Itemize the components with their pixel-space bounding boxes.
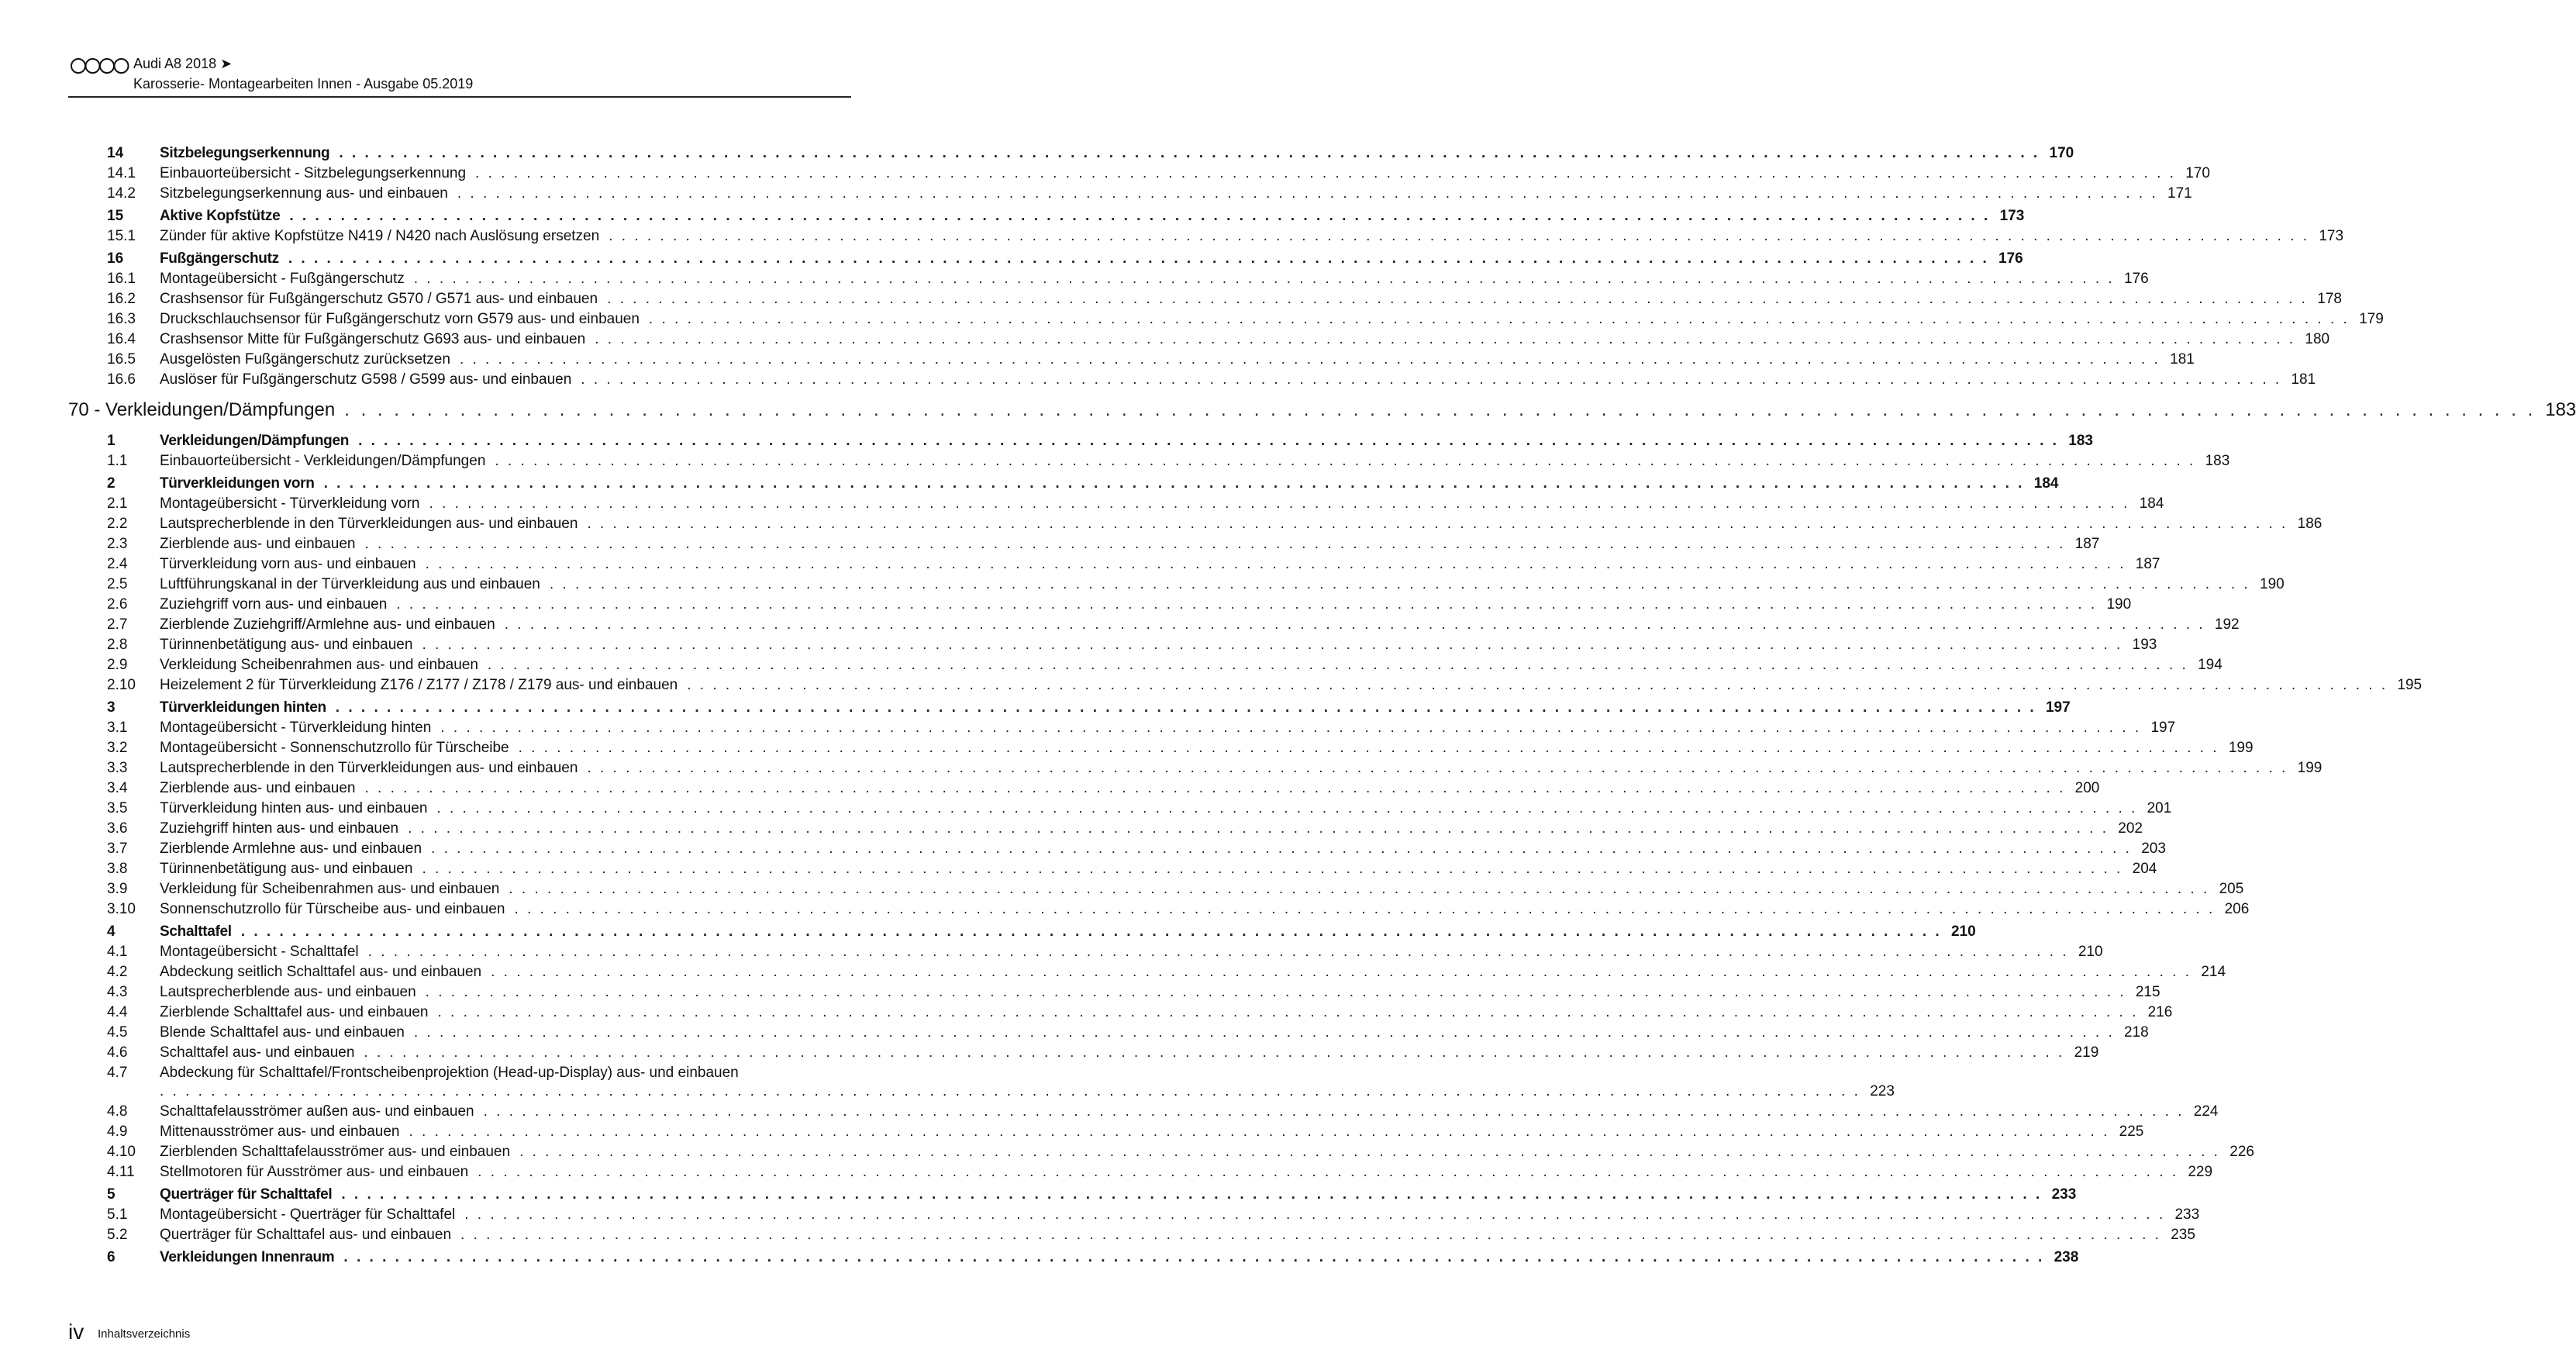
toc-page: 203 — [2141, 841, 2166, 857]
toc-title: Montageübersicht - Sonnenschutzrollo für Türscheibe — [160, 740, 509, 756]
toc-section[interactable] — [68, 140, 2074, 162]
toc-page: 226 — [2229, 1144, 2254, 1160]
toc-title: Verkleidungen/Dämpfungen — [160, 433, 350, 449]
toc-section[interactable] — [68, 202, 2025, 225]
toc-entry[interactable] — [68, 613, 2240, 633]
toc-number: 2.9 — [107, 657, 128, 673]
toc-page: 219 — [2074, 1044, 2099, 1061]
toc-page: 176 — [2123, 271, 2149, 287]
toc-number: 4.7 — [107, 1065, 128, 1081]
dot-leader: . . . . . . . . . . . . . . . . . . . . . . . . . . . . . . . . . . . . . . . . . . . . . . . . . . . . . . . . . . . . . . . . . . . . . . . . . . . . . . . . . . . . . . . . . . . . . . . . . . . . . . . . . . . . . . . . . . . . . . . . . . . . . . . . . . . . . — [343, 1249, 2045, 1265]
toc-title: Sonnenschutzrollo für Türscheibe aus- und einbauen — [160, 901, 505, 917]
dot-leader: . . . . . . . . . . . . . . . . . . . . . . . . . . . . . . . . . . . . . . . . . . . . . . . . . . . . . . . . . . . . . . . . . . . . . . . . . . . . . . . . . . . . . . . . . . . . . . . . . . . . . . . . . . . . . . . . . . . . . . . . . . . . . . . . . . . . . — [367, 944, 2069, 960]
toc-entry[interactable] — [68, 981, 2160, 1001]
toc-number: 4.1 — [107, 944, 128, 960]
toc-title: Verkleidungen Innenraum — [160, 1249, 335, 1265]
toc-title: Schalttafel — [160, 923, 232, 940]
toc-entry[interactable] — [68, 1001, 2173, 1021]
toc-number: 3 — [107, 699, 116, 716]
toc-number: 3.4 — [107, 780, 128, 796]
toc-number: 16.4 — [107, 331, 136, 347]
dot-leader: . . . . . . . . . . . . . . . . . . . . . . . . . . . . . . . . . . . . . . . . . . . . . . . . . . . . . . . . . . . . . . . . . . . . . . . . . . . . . . . . . . . . . . . . . . . . . . . . . . . . . . . . . . . . . . . . . . . . . . . . . . . . . . . . . . . . . — [487, 657, 2188, 673]
toc-number: 3.5 — [107, 800, 128, 816]
toc-title: Türinnenbetätigung aus- und einbauen — [160, 637, 413, 653]
dot-leader: . . . . . . . . . . . . . . . . . . . . . . . . . . . . . . . . . . . . . . . . . . . . . . . . . . . . . . . . . . . . . . . . . . . . . . . . . . . . . . . . . . . . . . . . . . . . . . . . . . . . . . . . . . . . . . . . . . . . . . . . . . . . . . . . . . . . . — [457, 185, 2158, 202]
toc-chapter[interactable] — [68, 388, 2576, 427]
dot-leader: . . . . . . . . . . . . . . . . . . . . . . . . . . . . . . . . . . . . . . . . . . . . . . . . . . . . . . . . . . . . . . . . . . . . . . . . . . . . . . . . . . . . . . . . . . . . . . . . . . . . . . . . . . . . . . . . . . . . . . . . . . . . . . . . . . . . . — [478, 1164, 2179, 1180]
toc-section[interactable] — [68, 245, 2023, 268]
toc-number: 14.1 — [107, 165, 136, 181]
toc-entry[interactable] — [68, 553, 2160, 573]
toc-number: 4.9 — [107, 1124, 128, 1140]
toc-page: 214 — [2201, 964, 2226, 980]
dot-leader: . . . . . . . . . . . . . . . . . . . . . . . . . . . . . . . . . . . . . . . . . . . . . . . . . . . . . . . . . . . . . . . . . . . . . . . . . . . . . . . . . . . . . . . . . . . . . . . . . . . . . . . . . . . . . . . . . . . . . . . . . . . . . . . . . . . . . — [413, 271, 2115, 287]
toc-page: 218 — [2124, 1024, 2149, 1041]
toc-title: Aktive Kopfstütze — [160, 208, 281, 224]
toc-number: 2.2 — [107, 516, 128, 532]
dot-leader: . . . . . . . . . . . . . . . . . . . . . . . . . . . . . . . . . . . . . . . . . . . . . . . . . . . . . . . . . . . . . . . . . . . . . . . . . . . . . . . . . . . . . . . . . . . . . . . . . . . . . . . . . . . . . . . . . . . . . . . . . . . . . . . . . . . . . — [514, 901, 2216, 917]
toc-number: 16.2 — [107, 291, 136, 307]
dot-leader: . . . . . . . . . . . . . . . . . . . . . . . . . . . . . . . . . . . . . . . . . . . . . . . . . . . . . . . . . . . . . . . . . . . . . . . . . . . . . . . . . . . . . . . . . . . . . . . . . . . . . . . . . . . . . . . . . . . . . . . . . . . . . . . . . . . . . — [160, 1083, 1860, 1099]
toc-number: 3.3 — [107, 760, 128, 776]
dot-leader: . . . . . . . . . . . . . . . . . . . . . . . . . . . . . . . . . . . . . . . . . . . . . . . . . . . . . . . . . . . . . . . . . . . . . . . . . . . . . . . . . . . . . . . . . . . . . . . . . . . . . . . . . . . . . . . . . . . . . . . . . . . . . . . . . . . . . — [323, 475, 2025, 492]
toc-title: Sitzbelegungserkennung — [160, 145, 330, 161]
toc-entry[interactable] — [68, 941, 2103, 961]
dot-leader: . . . . . . . . . . . . . . . . . . . . . . . . . . . . . . . . . . . . . . . . . . . . . . . . . . . . . . . . . . . . . . . . . . . . . . . . . . . . . . . . . . . . . . . . . . . . . . . . . . . . . . . . . . . . . . . . . . . . . . . . . . . . . . . . . . . . . — [344, 399, 2536, 420]
toc-title: Montageübersicht - Schalttafel — [160, 944, 359, 960]
toc-entry[interactable] — [68, 162, 2210, 182]
toc-number: 14 — [107, 145, 124, 161]
dot-leader: . . . . . . . . . . . . . . . . . . . . . . . . . . . . . . . . . . . . . . . . . . . . . . . . . . . . . . . . . . . . . . . . . . . . . . . . . . . . . . . . . . . . . . . . . . . . . . . . . . . . . . . . . . . . . . . . . . . . . . . . . . . . . . . . . . . . . — [364, 1044, 2065, 1061]
toc-title: Luftführungskanal in der Türverkleidung aus und einbauen — [160, 576, 540, 592]
toc-number: 3.1 — [107, 720, 128, 736]
toc-number: 4.5 — [107, 1024, 128, 1041]
toc-page: 190 — [2260, 576, 2285, 592]
toc-page: 179 — [2359, 311, 2384, 327]
toc-entry[interactable] — [68, 1021, 2149, 1041]
toc-title: Montageübersicht - Türverkleidung hinten — [160, 720, 432, 736]
toc-page: 223 — [1870, 1083, 1895, 1099]
toc-entry[interactable] — [68, 1120, 2144, 1141]
page-number: iv — [68, 1320, 84, 1344]
toc-entry[interactable] — [68, 654, 2223, 674]
toc-number: 5 — [107, 1186, 116, 1203]
toc-number: 1 — [107, 433, 116, 449]
dot-leader: . . . . . . . . . . . . . . . . . . . . . . . . . . . . . . . . . . . . . . . . . . . . . . . . . . . . . . . . . . . . . . . . . . . . . . . . . . . . . . . . . . . . . . . . . . . . . . . . . . . . . . . . . . . . . . . . . . . . . . . . . . . . . . . . . . . . . — [607, 291, 2308, 307]
toc-title: Türverkleidungen hinten — [160, 699, 326, 716]
toc-number: 3.10 — [107, 901, 136, 917]
toc-page: 194 — [2198, 657, 2223, 673]
toc-section[interactable] — [68, 918, 1976, 941]
dot-leader: . . . . . . . . . . . . . . . . . . . . . . . . . . . . . . . . . . . . . . . . . . . . . . . . . . . . . . . . . . . . . . . . . . . . . . . . . . . . . . . . . . . . . . . . . . . . . . . . . . . . . . . . . . . . . . . . . . . . . . . . . . . . . . . . . . . . . — [422, 861, 2123, 877]
dot-leader: . . . . . . . . . . . . . . . . . . . . . . . . . . . . . . . . . . . . . . . . . . . . . . . . . . . . . . . . . . . . . . . . . . . . . . . . . . . . . . . . . . . . . . . . . . . . . . . . . . . . . . . . . . . . . . . . . . . . . . . . . . . . . . . . . . . . . — [504, 616, 2205, 633]
toc-page: 195 — [2397, 677, 2423, 693]
dot-leader: . . . . . . . . . . . . . . . . . . . . . . . . . . . . . . . . . . . . . . . . . . . . . . . . . . . . . . . . . . . . . . . . . . . . . . . . . . . . . . . . . . . . . . . . . . . . . . . . . . . . . . . . . . . . . . . . . . . . . . . . . . . . . . . . . . . . . — [460, 1227, 2161, 1243]
dot-leader: . . . . . . . . . . . . . . . . . . . . . . . . . . . . . . . . . . . . . . . . . . . . . . . . . . . . . . . . . . . . . . . . . . . . . . . . . . . . . . . . . . . . . . . . . . . . . . . . . . . . . . . . . . . . . . . . . . . . . . . . . . . . . . . . . . . . . — [341, 1186, 2043, 1203]
toc-section[interactable] — [68, 1181, 2077, 1203]
toc-page: 187 — [2135, 556, 2160, 572]
dot-leader: . . . . . . . . . . . . . . . . . . . . . . . . . . . . . . . . . . . . . . . . . . . . . . . . . . . . . . . . . . . . . . . . . . . . . . . . . . . . . . . . . . . . . . . . . . . . . . . . . . . . . . . . . . . . . . . . . . . . . . . . . . . . . . . . . . . . . — [425, 556, 2126, 572]
toc-page: 181 — [2170, 351, 2195, 368]
toc-title: Sitzbelegungserkennung aus- und einbauen — [160, 185, 448, 202]
toc-page: 173 — [1999, 208, 2025, 224]
dot-leader: . . . . . . . . . . . . . . . . . . . . . . . . . . . . . . . . . . . . . . . . . . . . . . . . . . . . . . . . . . . . . . . . . . . . . . . . . . . . . . . . . . . . . . . . . . . . . . . . . . . . . . . . . . . . . . . . . . . . . . . . . . . . . . . . . . . . . — [518, 740, 2219, 756]
toc-page: 193 — [2132, 637, 2157, 653]
toc-number: 3.6 — [107, 820, 128, 837]
toc-page: 210 — [2078, 944, 2103, 960]
toc-number: 14.2 — [107, 185, 136, 202]
toc-title: Zünder für aktive Kopfstütze N419 / N420 nach Auslösung ersetzen — [160, 228, 600, 244]
toc-entry[interactable] — [68, 348, 2195, 368]
toc-number: 2.6 — [107, 596, 128, 613]
dot-leader: . . . . . . . . . . . . . . . . . . . . . . . . . . . . . . . . . . . . . . . . . . . . . . . . . . . . . . . . . . . . . . . . . . . . . . . . . . . . . . . . . . . . . . . . . . . . . . . . . . . . . . . . . . . . . . . . . . . . . . . . . . . . . . . . . . . . . — [422, 637, 2123, 653]
toc-number: 4.11 — [107, 1164, 135, 1180]
toc-section[interactable] — [68, 427, 2093, 450]
toc-entry[interactable] — [68, 858, 2157, 878]
toc-entry[interactable] — [68, 737, 2254, 757]
toc-entry[interactable] — [68, 961, 2226, 981]
dot-leader: . . . . . . . . . . . . . . . . . . . . . . . . . . . . . . . . . . . . . . . . . . . . . . . . . . . . . . . . . . . . . . . . . . . . . . . . . . . . . . . . . . . . . . . . . . . . . . . . . . . . . . . . . . . . . . . . . . . . . . . . . . . . . . . . . . . . . — [595, 331, 2296, 347]
toc-page: 224 — [2193, 1103, 2219, 1120]
toc-title: Montageübersicht - Querträger für Schalttafel — [160, 1206, 456, 1223]
toc-entry[interactable] — [68, 513, 2323, 533]
dot-leader: . . . . . . . . . . . . . . . . . . . . . . . . . . . . . . . . . . . . . . . . . . . . . . . . . . . . . . . . . . . . . . . . . . . . . . . . . . . . . . . . . . . . . . . . . . . . . . . . . . . . . . . . . . . . . . . . . . . . . . . . . . . . . . . . . . . . . — [587, 516, 2288, 532]
dot-leader: . . . . . . . . . . . . . . . . . . . . . . . . . . . . . . . . . . . . . . . . . . . . . . . . . . . . . . . . . . . . . . . . . . . . . . . . . . . . . . . . . . . . . . . . . . . . . . . . . . . . . . . . . . . . . . . . . . . . . . . . . . . . . . . . . . . . . — [491, 964, 2192, 980]
dot-leader: . . . . . . . . . . . . . . . . . . . . . . . . . . . . . . . . . . . . . . . . . . . . . . . . . . . . . . . . . . . . . . . . . . . . . . . . . . . . . . . . . . . . . . . . . . . . . . . . . . . . . . . . . . . . . . . . . . . . . . . . . . . . . . . . . . . . . — [609, 228, 2310, 244]
toc-title: Querträger für Schalttafel aus- und einbauen — [160, 1227, 452, 1243]
toc-page: 170 — [2185, 165, 2210, 181]
toc-page: 233 — [2174, 1206, 2200, 1223]
dot-leader: . . . . . . . . . . . . . . . . . . . . . . . . . . . . . . . . . . . . . . . . . . . . . . . . . . . . . . . . . . . . . . . . . . . . . . . . . . . . . . . . . . . . . . . . . . . . . . . . . . . . . . . . . . . . . . . . . . . . . . . . . . . . . . . . . . . . . — [483, 1103, 2185, 1120]
toc-title: Türverkleidung hinten aus- und einbauen — [160, 800, 428, 816]
toc-number: 4.8 — [107, 1103, 128, 1120]
toc-entry[interactable] — [68, 368, 2316, 388]
dot-leader: . . . . . . . . . . . . . . . . . . . . . . . . . . . . . . . . . . . . . . . . . . . . . . . . . . . . . . . . . . . . . . . . . . . . . . . . . . . . . . . . . . . . . . . . . . . . . . . . . . . . . . . . . . . . . . . . . . . . . . . . . . . . . . . . . . . . . — [289, 208, 1991, 224]
dot-leader: . . . . . . . . . . . . . . . . . . . . . . . . . . . . . . . . . . . . . . . . . . . . . . . . . . . . . . . . . . . . . . . . . . . . . . . . . . . . . . . . . . . . . . . . . . . . . . . . . . . . . . . . . . . . . . . . . . . . . . . . . . . . . . . . . . . . . — [687, 677, 2388, 693]
toc-number: 6 — [107, 1249, 116, 1265]
toc-number: 5.1 — [107, 1206, 128, 1223]
toc-entry[interactable] — [68, 308, 2384, 328]
toc-title: Abdeckung seitlich Schalttafel aus- und einbauen — [160, 964, 482, 980]
toc-title: Lautsprecherblende in den Türverkleidungen aus- und einbauen — [160, 760, 578, 776]
toc-entry[interactable] — [68, 633, 2157, 654]
toc-number: 3.8 — [107, 861, 128, 877]
dot-leader: . . . . . . . . . . . . . . . . . . . . . . . . . . . . . . . . . . . . . . . . . . . . . . . . . . . . . . . . . . . . . . . . . . . . . . . . . . . . . . . . . . . . . . . . . . . . . . . . . . . . . . . . . . . . . . . . . . . . . . . . . . . . . . . . . . . . . — [335, 699, 2036, 716]
toc-title: Zierblende Armlehne aus- und einbauen — [160, 841, 422, 857]
dot-leader: . . . . . . . . . . . . . . . . . . . . . . . . . . . . . . . . . . . . . . . . . . . . . . . . . . . . . . . . . . . . . . . . . . . . . . . . . . . . . . . . . . . . . . . . . . . . . . . . . . . . . . . . . . . . . . . . . . . . . . . . . . . . . . . . . . . . . — [429, 495, 2130, 512]
toc-title: Crashsensor für Fußgängerschutz G570 / G571 aus- und einbauen — [160, 291, 598, 307]
toc-number: 2.5 — [107, 576, 128, 592]
toc-page: 186 — [2297, 516, 2323, 532]
toc-entry[interactable] — [68, 492, 2164, 513]
toc-page: 183 — [2545, 399, 2576, 420]
toc-entry[interactable] — [68, 225, 2344, 245]
toc-number: 4.3 — [107, 984, 128, 1000]
toc-number: 4.4 — [107, 1004, 128, 1020]
toc-title: Türverkleidungen vorn — [160, 475, 315, 492]
toc-entry[interactable] — [68, 1161, 2213, 1181]
document-subtitle: Karosserie- Montagearbeiten Innen - Ausgabe 05.2019 — [133, 76, 474, 91]
toc-title: Türverkleidung vorn aus- und einbauen — [160, 556, 416, 572]
toc-title: Schalttafelausströmer außen aus- und einbauen — [160, 1103, 474, 1120]
toc-title: Querträger für Schalttafel — [160, 1186, 333, 1203]
toc-title: Zierblende aus- und einbauen — [160, 780, 356, 796]
toc-page: 184 — [2139, 495, 2164, 512]
toc-number: 4 — [107, 923, 116, 940]
toc-page: 215 — [2135, 984, 2160, 1000]
toc-page: 180 — [2305, 331, 2330, 347]
toc-page: 183 — [2205, 453, 2230, 469]
toc-title: Lautsprecherblende in den Türverkleidungen aus- und einbauen — [160, 516, 578, 532]
toc-title: Fußgängerschutz — [160, 250, 279, 267]
toc-number: 16.6 — [107, 371, 136, 388]
toc-entry[interactable] — [68, 797, 2172, 817]
toc-entry[interactable] — [68, 1041, 2099, 1061]
toc-page: 170 — [2049, 145, 2074, 161]
toc-page: 183 — [2068, 433, 2093, 449]
page-header — [68, 54, 851, 98]
dot-leader: . . . . . . . . . . . . . . . . . . . . . . . . . . . . . . . . . . . . . . . . . . . . . . . . . . . . . . . . . . . . . . . . . . . . . . . . . . . . . . . . . . . . . . . . . . . . . . . . . . . . . . . . . . . . . . . . . . . . . . . . . . . . . . . . . . . . . — [288, 250, 1989, 267]
toc-page: 197 — [2045, 699, 2071, 716]
dot-leader: . . . . . . . . . . . . . . . . . . . . . . . . . . . . . . . . . . . . . . . . . . . . . . . . . . . . . . . . . . . . . . . . . . . . . . . . . . . . . . . . . . . . . . . . . . . . . . . . . . . . . . . . . . . . . . . . . . . . . . . . . . . . . . . . . . . . . — [509, 881, 2210, 897]
toc-title: Einbauorteübersicht - Sitzbelegungserkennung — [160, 165, 467, 181]
toc-page: 225 — [2119, 1124, 2144, 1140]
four-rings-icon — [70, 57, 130, 74]
toc-entry[interactable] — [68, 878, 2244, 898]
toc-page: 205 — [2219, 881, 2244, 897]
toc-number: 16 — [107, 250, 124, 267]
toc-section[interactable] — [68, 470, 2059, 492]
toc-page: 178 — [2317, 291, 2342, 307]
dot-leader: . . . . . . . . . . . . . . . . . . . . . . . . . . . . . . . . . . . . . . . . . . . . . . . . . . . . . . . . . . . . . . . . . . . . . . . . . . . . . . . . . . . . . . . . . . . . . . . . . . . . . . . . . . . . . . . . . . . . . . . . . . . . . . . . . . . . . — [495, 453, 2196, 469]
toc-title: Zierblende Zuziehgriff/Armlehne aus- und einbauen — [160, 616, 495, 633]
toc-title: 70 - Verkleidungen/Dämpfungen — [68, 399, 336, 420]
toc-page: 233 — [2051, 1186, 2077, 1203]
dot-leader: . . . . . . . . . . . . . . . . . . . . . . . . . . . . . . . . . . . . . . . . . . . . . . . . . . . . . . . . . . . . . . . . . . . . . . . . . . . . . . . . . . . . . . . . . . . . . . . . . . . . . . . . . . . . . . . . . . . . . . . . . . . . . . . . . . . . . — [436, 800, 2138, 816]
toc-page: 181 — [2291, 371, 2316, 388]
toc-title: Auslöser für Fußgängerschutz G598 / G599 aus- und einbauen — [160, 371, 572, 388]
toc-number: 3.2 — [107, 740, 128, 756]
toc-title: Blende Schalttafel aus- und einbauen — [160, 1024, 405, 1041]
toc-entry[interactable] — [68, 837, 2166, 858]
toc-number: 2.7 — [107, 616, 128, 633]
table-of-contents — [68, 140, 2576, 1266]
toc-page: 192 — [2214, 616, 2240, 633]
toc-title: Verkleidung für Scheibenrahmen aus- und einbauen — [160, 881, 500, 897]
toc-title: Schalttafel aus- und einbauen — [160, 1044, 355, 1061]
toc-page: 210 — [1950, 923, 1976, 940]
dot-leader: . . . . . . . . . . . . . . . . . . . . . . . . . . . . . . . . . . . . . . . . . . . . . . . . . . . . . . . . . . . . . . . . . . . . . . . . . . . . . . . . . . . . . . . . . . . . . . . . . . . . . . . . . . . . . . . . . . . . . . . . . . . . . . . . . . . . . — [475, 165, 2176, 181]
dot-leader: . . . . . . . . . . . . . . . . . . . . . . . . . . . . . . . . . . . . . . . . . . . . . . . . . . . . . . . . . . . . . . . . . . . . . . . . . . . . . . . . . . . . . . . . . . . . . . . . . . . . . . . . . . . . . . . . . . . . . . . . . . . . . . . . . . . . . — [408, 820, 2109, 837]
toc-page: 197 — [2150, 720, 2176, 736]
dot-leader: . . . . . . . . . . . . . . . . . . . . . . . . . . . . . . . . . . . . . . . . . . . . . . . . . . . . . . . . . . . . . . . . . . . . . . . . . . . . . . . . . . . . . . . . . . . . . . . . . . . . . . . . . . . . . . . . . . . . . . . . . . . . . . . . . . . . . — [459, 351, 2160, 368]
toc-page: 173 — [2319, 228, 2344, 244]
toc-entry[interactable] — [68, 288, 2342, 308]
toc-title: Türinnenbetätigung aus- und einbauen — [160, 861, 413, 877]
toc-page: 202 — [2118, 820, 2143, 837]
dot-leader: . . . . . . . . . . . . . . . . . . . . . . . . . . . . . . . . . . . . . . . . . . . . . . . . . . . . . . . . . . . . . . . . . . . . . . . . . . . . . . . . . . . . . . . . . . . . . . . . . . . . . . . . . . . . . . . . . . . . . . . . . . . . . . . . . . . . . — [364, 536, 2066, 552]
toc-entry[interactable] — [68, 593, 2132, 613]
toc-title: Montageübersicht - Türverkleidung vorn — [160, 495, 420, 512]
footer-label: Inhaltsverzeichnis — [98, 1327, 191, 1341]
dot-leader: . . . . . . . . . . . . . . . . . . . . . . . . . . . . . . . . . . . . . . . . . . . . . . . . . . . . . . . . . . . . . . . . . . . . . . . . . . . . . . . . . . . . . . . . . . . . . . . . . . . . . . . . . . . . . . . . . . . . . . . . . . . . . . . . . . . . . — [240, 923, 1942, 940]
toc-number: 2.1 — [107, 495, 128, 512]
toc-entry[interactable] — [68, 674, 2423, 694]
vehicle-model: Audi A8 2018 ➤ — [133, 56, 233, 71]
toc-entry[interactable] — [68, 777, 2100, 797]
toc-entry[interactable] — [68, 1061, 1895, 1100]
toc-number: 16.5 — [107, 351, 136, 368]
toc-title: Zierblende Schalttafel aus- und einbauen — [160, 1004, 429, 1020]
toc-title: Abdeckung für Schalttafel/Frontscheibenprojektion (Head-up-Display) aus- und einbauen — [160, 1065, 739, 1081]
toc-number: 4.6 — [107, 1044, 128, 1061]
toc-number: 16.3 — [107, 311, 136, 327]
toc-page: 238 — [2054, 1249, 2079, 1265]
toc-entry[interactable] — [68, 450, 2230, 470]
toc-entry[interactable] — [68, 716, 2176, 737]
toc-page: 204 — [2132, 861, 2157, 877]
toc-number: 15 — [107, 208, 124, 224]
toc-entry[interactable] — [68, 1203, 2200, 1224]
toc-title: Montageübersicht - Fußgängerschutz — [160, 271, 405, 287]
toc-title: Crashsensor Mitte für Fußgängerschutz G693 aus- und einbauen — [160, 331, 586, 347]
toc-number: 4.10 — [107, 1144, 136, 1160]
dot-leader: . . . . . . . . . . . . . . . . . . . . . . . . . . . . . . . . . . . . . . . . . . . . . . . . . . . . . . . . . . . . . . . . . . . . . . . . . . . . . . . . . . . . . . . . . . . . . . . . . . . . . . . . . . . . . . . . . . . . . . . . . . . . . . . . . . . . . — [431, 841, 2132, 857]
toc-number: 2.10 — [107, 677, 136, 693]
toc-number: 4.2 — [107, 964, 128, 980]
dot-leader: . . . . . . . . . . . . . . . . . . . . . . . . . . . . . . . . . . . . . . . . . . . . . . . . . . . . . . . . . . . . . . . . . . . . . . . . . . . . . . . . . . . . . . . . . . . . . . . . . . . . . . . . . . . . . . . . . . . . . . . . . . . . . . . . . . . . . — [519, 1144, 2220, 1160]
toc-number: 2 — [107, 475, 116, 492]
toc-entry[interactable] — [68, 328, 2330, 348]
toc-page: 229 — [2188, 1164, 2213, 1180]
toc-entry[interactable] — [68, 1141, 2254, 1161]
toc-entry[interactable] — [68, 533, 2100, 553]
toc-page: 171 — [2167, 185, 2192, 202]
toc-page: 199 — [2297, 760, 2323, 776]
toc-title: Einbauorteübersicht - Verkleidungen/Dämpfungen — [160, 453, 486, 469]
toc-title: Zierblende aus- und einbauen — [160, 536, 356, 552]
toc-page: 201 — [2147, 800, 2172, 816]
toc-title: Mittenausströmer aus- und einbauen — [160, 1124, 400, 1140]
dot-leader: . . . . . . . . . . . . . . . . . . . . . . . . . . . . . . . . . . . . . . . . . . . . . . . . . . . . . . . . . . . . . . . . . . . . . . . . . . . . . . . . . . . . . . . . . . . . . . . . . . . . . . . . . . . . . . . . . . . . . . . . . . . . . . . . . . . . . — [409, 1124, 2110, 1140]
toc-title: Zuziehgriff hinten aus- und einbauen — [160, 820, 399, 837]
toc-title: Heizelement 2 für Türverkleidung Z176 / Z177 / Z178 / Z179 aus- und einbauen — [160, 677, 678, 693]
toc-page: 216 — [2147, 1004, 2173, 1020]
toc-entry[interactable] — [68, 1100, 2219, 1120]
toc-title: Verkleidung Scheibenrahmen aus- und einbauen — [160, 657, 478, 673]
dot-leader: . . . . . . . . . . . . . . . . . . . . . . . . . . . . . . . . . . . . . . . . . . . . . . . . . . . . . . . . . . . . . . . . . . . . . . . . . . . . . . . . . . . . . . . . . . . . . . . . . . . . . . . . . . . . . . . . . . . . . . . . . . . . . . . . . . . . . — [364, 780, 2066, 796]
toc-title: Stellmotoren für Ausströmer aus- und einbauen — [160, 1164, 469, 1180]
toc-page: 187 — [2074, 536, 2100, 552]
dot-leader: . . . . . . . . . . . . . . . . . . . . . . . . . . . . . . . . . . . . . . . . . . . . . . . . . . . . . . . . . . . . . . . . . . . . . . . . . . . . . . . . . . . . . . . . . . . . . . . . . . . . . . . . . . . . . . . . . . . . . . . . . . . . . . . . . . . . . — [358, 433, 2059, 449]
toc-entry[interactable] — [68, 268, 2149, 288]
toc-section[interactable] — [68, 1244, 2079, 1266]
toc-title: Zuziehgriff vorn aus- und einbauen — [160, 596, 388, 613]
toc-entry[interactable] — [68, 182, 2192, 202]
toc-section[interactable] — [68, 694, 2071, 716]
toc-number: 3.7 — [107, 841, 128, 857]
dot-leader: . . . . . . . . . . . . . . . . . . . . . . . . . . . . . . . . . . . . . . . . . . . . . . . . . . . . . . . . . . . . . . . . . . . . . . . . . . . . . . . . . . . . . . . . . . . . . . . . . . . . . . . . . . . . . . . . . . . . . . . . . . . . . . . . . . . . . — [440, 720, 2142, 736]
toc-title: Ausgelösten Fußgängerschutz zurücksetzen — [160, 351, 450, 368]
toc-title: Lautsprecherblende aus- und einbauen — [160, 984, 416, 1000]
dot-leader: . . . . . . . . . . . . . . . . . . . . . . . . . . . . . . . . . . . . . . . . . . . . . . . . . . . . . . . . . . . . . . . . . . . . . . . . . . . . . . . . . . . . . . . . . . . . . . . . . . . . . . . . . . . . . . . . . . . . . . . . . . . . . . . . . . . . . — [425, 984, 2126, 1000]
dot-leader: . . . . . . . . . . . . . . . . . . . . . . . . . . . . . . . . . . . . . . . . . . . . . . . . . . . . . . . . . . . . . . . . . . . . . . . . . . . . . . . . . . . . . . . . . . . . . . . . . . . . . . . . . . . . . . . . . . . . . . . . . . . . . . . . . . . . . — [464, 1206, 2166, 1223]
toc-number: 2.4 — [107, 556, 128, 572]
toc-number: 2.3 — [107, 536, 128, 552]
toc-number: 16.1 — [107, 271, 136, 287]
dot-leader: . . . . . . . . . . . . . . . . . . . . . . . . . . . . . . . . . . . . . . . . . . . . . . . . . . . . . . . . . . . . . . . . . . . . . . . . . . . . . . . . . . . . . . . . . . . . . . . . . . . . . . . . . . . . . . . . . . . . . . . . . . . . . . . . . . . . . — [587, 760, 2288, 776]
toc-number: 1.1 — [107, 453, 128, 469]
dot-leader: . . . . . . . . . . . . . . . . . . . . . . . . . . . . . . . . . . . . . . . . . . . . . . . . . . . . . . . . . . . . . . . . . . . . . . . . . . . . . . . . . . . . . . . . . . . . . . . . . . . . . . . . . . . . . . . . . . . . . . . . . . . . . . . . . . . . . — [339, 145, 2040, 161]
toc-entry[interactable] — [68, 573, 2285, 593]
toc-number: 5.2 — [107, 1227, 128, 1243]
toc-page: 199 — [2228, 740, 2254, 756]
toc-number: 15.1 — [107, 228, 136, 244]
toc-entry[interactable] — [68, 817, 2143, 837]
toc-page: 235 — [2171, 1227, 2195, 1243]
dot-leader: . . . . . . . . . . . . . . . . . . . . . . . . . . . . . . . . . . . . . . . . . . . . . . . . . . . . . . . . . . . . . . . . . . . . . . . . . . . . . . . . . . . . . . . . . . . . . . . . . . . . . . . . . . . . . . . . . . . . . . . . . . . . . . . . . . . . . — [437, 1004, 2139, 1020]
dot-leader: . . . . . . . . . . . . . . . . . . . . . . . . . . . . . . . . . . . . . . . . . . . . . . . . . . . . . . . . . . . . . . . . . . . . . . . . . . . . . . . . . . . . . . . . . . . . . . . . . . . . . . . . . . . . . . . . . . . . . . . . . . . . . . . . . . . . . — [549, 576, 2250, 592]
toc-page: 200 — [2074, 780, 2100, 796]
dot-leader: . . . . . . . . . . . . . . . . . . . . . . . . . . . . . . . . . . . . . . . . . . . . . . . . . . . . . . . . . . . . . . . . . . . . . . . . . . . . . . . . . . . . . . . . . . . . . . . . . . . . . . . . . . . . . . . . . . . . . . . . . . . . . . . . . . . . . — [581, 371, 2282, 388]
toc-page: 206 — [2224, 901, 2250, 917]
toc-title: Druckschlauchsensor für Fußgängerschutz vorn G579 aus- und einbauen — [160, 311, 640, 327]
toc-page: 176 — [1998, 250, 2023, 267]
toc-page: 184 — [2033, 475, 2059, 492]
dot-leader: . . . . . . . . . . . . . . . . . . . . . . . . . . . . . . . . . . . . . . . . . . . . . . . . . . . . . . . . . . . . . . . . . . . . . . . . . . . . . . . . . . . . . . . . . . . . . . . . . . . . . . . . . . . . . . . . . . . . . . . . . . . . . . . . . . . . . — [648, 311, 2350, 327]
toc-entry[interactable] — [68, 757, 2323, 777]
toc-entry[interactable] — [68, 898, 2250, 918]
toc-number: 3.9 — [107, 881, 128, 897]
toc-number: 2.8 — [107, 637, 128, 653]
toc-entry[interactable] — [68, 1224, 2195, 1244]
dot-leader: . . . . . . . . . . . . . . . . . . . . . . . . . . . . . . . . . . . . . . . . . . . . . . . . . . . . . . . . . . . . . . . . . . . . . . . . . . . . . . . . . . . . . . . . . . . . . . . . . . . . . . . . . . . . . . . . . . . . . . . . . . . . . . . . . . . . . — [396, 596, 2098, 613]
dot-leader: . . . . . . . . . . . . . . . . . . . . . . . . . . . . . . . . . . . . . . . . . . . . . . . . . . . . . . . . . . . . . . . . . . . . . . . . . . . . . . . . . . . . . . . . . . . . . . . . . . . . . . . . . . . . . . . . . . . . . . . . . . . . . . . . . . . . . — [413, 1024, 2115, 1041]
toc-title: Zierblenden Schalttafelausströmer aus- und einbauen — [160, 1144, 511, 1160]
toc-page: 190 — [2106, 596, 2132, 613]
